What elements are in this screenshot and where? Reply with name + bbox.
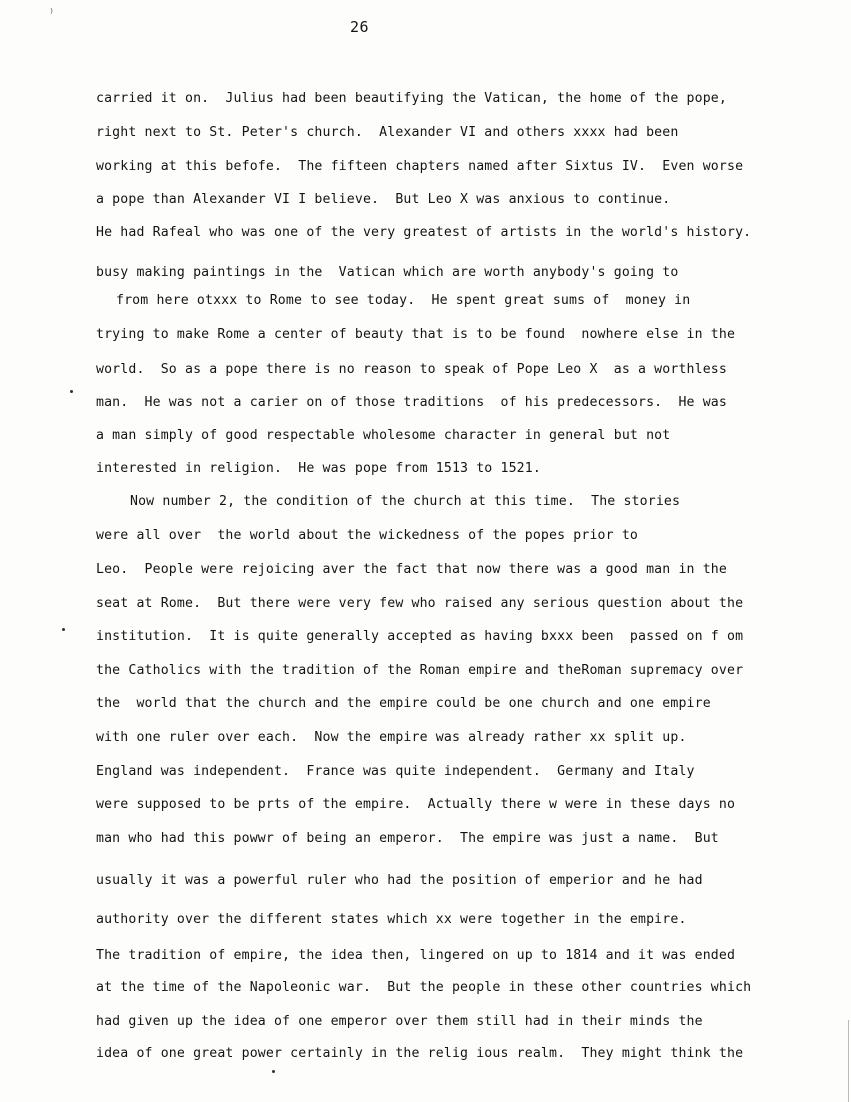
text-line: world. So as a pope there is no reason to speak of Pope Leo X as a worthless (96, 362, 727, 377)
page-edge-shadow (848, 1020, 849, 1102)
text-line: with one ruler over each. Now the empire was already rather xx split up. (96, 730, 687, 745)
text-line: idea of one great power certainly in the relig ious realm. They might think the (96, 1046, 744, 1061)
text-line: a pope than Alexander VI I believe. But Leo X was anxious to continue. (96, 192, 671, 207)
text-line: right next to St. Peter's church. Alexander VI and others xxxx had been (96, 125, 679, 140)
corner-mark: ⁾ (50, 6, 53, 20)
text-line: Now number 2, the condition of the church at this time. The stories (130, 494, 681, 509)
text-line: man. He was not a carier on of those traditions of his predecessors. He was (96, 395, 727, 410)
text-line: man who had this powwr of being an emperor. The empire was just a name. But (96, 831, 719, 846)
text-line: institution. It is quite generally accepted as having bxxx been passed on f om (96, 629, 744, 644)
stray-mark (62, 628, 65, 631)
text-line: had given up the idea of one emperor over them still had in their minds the (96, 1014, 703, 1029)
text-line: at the time of the Napoleonic war. But the people in these other countries which (96, 980, 752, 995)
text-line: carried it on. Julius had been beautifying the Vatican, the home of the pope, (96, 91, 727, 106)
text-line: a man simply of good respectable wholesome character in general but not (96, 428, 671, 443)
text-line: the world that the church and the empire could be one church and one empire (96, 696, 711, 711)
text-line: usually it was a powerful ruler who had the position of emperior and he had (96, 873, 703, 888)
text-line: were supposed to be prts of the empire. Actually there w were in these days no (96, 797, 736, 812)
text-line: England was independent. France was quite independent. Germany and Italy (96, 764, 695, 779)
text-line: interested in religion. He was pope from 1513 to 1521. (96, 461, 541, 476)
text-line: working at this befofe. The fifteen chapters named after Sixtus IV. Even worse (96, 159, 744, 174)
text-line: from here otxxx to Rome to see today. He spent great sums of money in (116, 293, 691, 308)
text-line: were all over the world about the wickedness of the popes prior to (96, 528, 638, 543)
text-line: Leo. People were rejoicing aver the fact that now there was a good man in the (96, 562, 727, 577)
text-line: The tradition of empire, the idea then, lingered on up to 1814 and it was ended (96, 948, 736, 963)
text-line: He had Rafeal who was one of the very greatest of artists in the world's history. (96, 225, 752, 240)
text-line: the Catholics with the tradition of the Roman empire and theRoman supremacy over (96, 663, 744, 678)
text-line: seat at Rome. But there were very few who raised any serious question about the (96, 596, 744, 611)
stray-mark (272, 1070, 275, 1073)
text-line: trying to make Rome a center of beauty that is to be found nowhere else in the (96, 327, 736, 342)
text-line: busy making paintings in the Vatican which are worth anybody's going to (96, 265, 679, 280)
page-number: 26 (350, 18, 370, 36)
stray-mark (70, 390, 73, 393)
text-line: authority over the different states which xx were together in the empire. (96, 912, 687, 927)
